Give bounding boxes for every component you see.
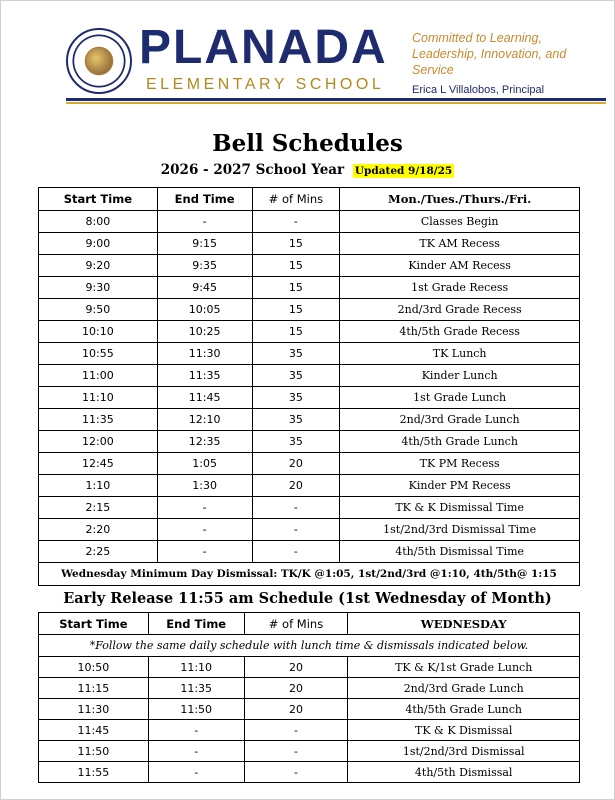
start-cell: 8:00 <box>39 211 158 233</box>
activity-cell: 2nd/3rd Grade Lunch <box>348 678 580 699</box>
mins-cell: - <box>252 497 340 519</box>
table-row <box>39 762 580 783</box>
start-cell: 11:15 <box>39 678 149 699</box>
table-row <box>39 387 580 409</box>
start-cell: 9:00 <box>39 233 158 255</box>
school-subtitle: ELEMENTARY SCHOOL <box>146 76 385 93</box>
column-header: WEDNESDAY <box>348 613 580 635</box>
end-cell: 9:15 <box>157 233 252 255</box>
activity-cell: 2nd/3rd Grade Lunch <box>340 409 580 431</box>
start-cell: 11:10 <box>39 387 158 409</box>
start-cell: 2:20 <box>39 519 158 541</box>
end-cell: 1:30 <box>157 475 252 497</box>
table-row <box>39 365 580 387</box>
activity-cell: 2nd/3rd Grade Recess <box>340 299 580 321</box>
start-cell: 10:50 <box>39 657 149 678</box>
activity-cell: 4th/5th Grade Lunch <box>340 431 580 453</box>
mins-cell: 15 <box>252 299 340 321</box>
mins-cell: 20 <box>252 453 340 475</box>
table-header-row <box>39 188 580 211</box>
start-cell: 11:50 <box>39 741 149 762</box>
table-header-row <box>39 613 580 635</box>
start-cell: 11:30 <box>39 699 149 720</box>
table-row <box>39 277 580 299</box>
activity-cell: Kinder AM Recess <box>340 255 580 277</box>
activity-cell: 1st/2nd/3rd Dismissal <box>348 741 580 762</box>
school-seal-logo <box>66 28 132 94</box>
end-cell: 11:50 <box>148 699 244 720</box>
end-cell: - <box>157 519 252 541</box>
end-cell: - <box>157 541 252 563</box>
mins-cell: 15 <box>252 277 340 299</box>
header-rule-navy <box>66 98 606 101</box>
activity-cell: TK PM Recess <box>340 453 580 475</box>
mins-cell: 35 <box>252 431 340 453</box>
mins-cell: - <box>244 741 348 762</box>
start-cell: 2:25 <box>39 541 158 563</box>
mins-cell: 20 <box>252 475 340 497</box>
end-cell: - <box>148 720 244 741</box>
table-row <box>39 741 580 762</box>
start-cell: 10:10 <box>39 321 158 343</box>
minimum-day-row <box>39 563 580 586</box>
mins-cell: - <box>244 720 348 741</box>
activity-cell: 4th/5th Dismissal <box>348 762 580 783</box>
mins-cell: 35 <box>252 387 340 409</box>
table-row <box>39 431 580 453</box>
end-cell: 10:25 <box>157 321 252 343</box>
end-cell: 11:10 <box>148 657 244 678</box>
header-rule-gold <box>66 102 606 104</box>
table-row <box>39 720 580 741</box>
start-cell: 10:55 <box>39 343 158 365</box>
end-cell: 12:10 <box>157 409 252 431</box>
end-cell: - <box>157 497 252 519</box>
activity-cell: Kinder Lunch <box>340 365 580 387</box>
activity-cell: TK & K Dismissal Time <box>340 497 580 519</box>
page-title: Bell Schedules <box>212 130 403 157</box>
mins-cell: 15 <box>252 255 340 277</box>
letterhead <box>0 0 615 115</box>
end-cell: 11:35 <box>157 365 252 387</box>
mins-cell: 20 <box>244 678 348 699</box>
start-cell: 9:50 <box>39 299 158 321</box>
activity-cell: TK & K Dismissal <box>348 720 580 741</box>
start-cell: 2:15 <box>39 497 158 519</box>
table-row <box>39 519 580 541</box>
mins-cell: - <box>252 541 340 563</box>
table-row <box>39 541 580 563</box>
activity-cell: TK AM Recess <box>340 233 580 255</box>
activity-cell: TK Lunch <box>340 343 580 365</box>
activity-cell: 4th/5th Grade Lunch <box>348 699 580 720</box>
table-row <box>39 475 580 497</box>
table-row <box>39 699 580 720</box>
mins-cell: 35 <box>252 343 340 365</box>
end-cell: 12:35 <box>157 431 252 453</box>
end-cell: 9:45 <box>157 277 252 299</box>
start-cell: 9:20 <box>39 255 158 277</box>
activity-cell: 1st Grade Lunch <box>340 387 580 409</box>
column-header: End Time <box>157 188 252 211</box>
end-cell: 11:30 <box>157 343 252 365</box>
end-cell: 1:05 <box>157 453 252 475</box>
school-year: 2026 - 2027 School Year <box>160 162 345 178</box>
bell-schedule-table <box>38 187 580 586</box>
end-cell: 10:05 <box>157 299 252 321</box>
end-cell: - <box>157 211 252 233</box>
table-row <box>39 233 580 255</box>
minimum-day-note: Wednesday Minimum Day Dismissal: TK/K @1:05, 1st/2nd/3rd @1:10, 4th/5th@ 1:15 <box>39 563 580 586</box>
table-row <box>39 211 580 233</box>
start-cell: 1:10 <box>39 475 158 497</box>
table-row <box>39 255 580 277</box>
table-row <box>39 678 580 699</box>
table-row <box>39 453 580 475</box>
table-row <box>39 321 580 343</box>
mins-cell: 15 <box>252 321 340 343</box>
end-cell: 11:45 <box>157 387 252 409</box>
column-header: Start Time <box>39 613 149 635</box>
mins-cell: - <box>244 762 348 783</box>
school-year-line <box>0 162 615 178</box>
table-row <box>39 409 580 431</box>
column-header: # of Mins <box>244 613 348 635</box>
start-cell: 11:00 <box>39 365 158 387</box>
table-row <box>39 299 580 321</box>
table-row <box>39 497 580 519</box>
start-cell: 12:00 <box>39 431 158 453</box>
mins-cell: 35 <box>252 365 340 387</box>
early-release-title: Early Release 11:55 am Schedule (1st Wednesday of Month) <box>63 590 552 607</box>
updated-badge: Updated 9/18/25 <box>354 165 453 177</box>
start-cell: 11:35 <box>39 409 158 431</box>
activity-cell: Kinder PM Recess <box>340 475 580 497</box>
table-row <box>39 657 580 678</box>
mins-cell: - <box>252 519 340 541</box>
start-cell: 9:30 <box>39 277 158 299</box>
school-tagline: Committed to Learning, Leadership, Innovation, and Service <box>412 31 567 77</box>
early-release-table <box>38 612 580 783</box>
start-cell: 11:45 <box>39 720 149 741</box>
mins-cell: 20 <box>244 699 348 720</box>
end-cell: - <box>148 762 244 783</box>
start-cell: 12:45 <box>39 453 158 475</box>
column-header: End Time <box>148 613 244 635</box>
principal-name: Erica L Villalobos, Principal <box>412 84 545 96</box>
mins-cell: - <box>252 211 340 233</box>
end-cell: 11:35 <box>148 678 244 699</box>
column-header: # of Mins <box>252 188 340 211</box>
activity-cell: Classes Begin <box>340 211 580 233</box>
start-cell: 11:55 <box>39 762 149 783</box>
table-row <box>39 343 580 365</box>
end-cell: - <box>148 741 244 762</box>
column-header: Start Time <box>39 188 158 211</box>
mins-cell: 15 <box>252 233 340 255</box>
activity-cell: 4th/5th Grade Recess <box>340 321 580 343</box>
end-cell: 9:35 <box>157 255 252 277</box>
seal-emblem-icon <box>86 48 112 74</box>
activity-cell: 4th/5th Dismissal Time <box>340 541 580 563</box>
mins-cell: 35 <box>252 409 340 431</box>
activity-cell: TK & K/1st Grade Lunch <box>348 657 580 678</box>
column-header: Mon./Tues./Thurs./Fri. <box>340 188 580 211</box>
activity-cell: 1st/2nd/3rd Dismissal Time <box>340 519 580 541</box>
early-release-instruction: *Follow the same daily schedule with lunch time & dismissals indicated below. <box>39 635 580 657</box>
activity-cell: 1st Grade Recess <box>340 277 580 299</box>
instruction-row <box>39 635 580 657</box>
school-name: PLANADA <box>139 21 388 74</box>
mins-cell: 20 <box>244 657 348 678</box>
